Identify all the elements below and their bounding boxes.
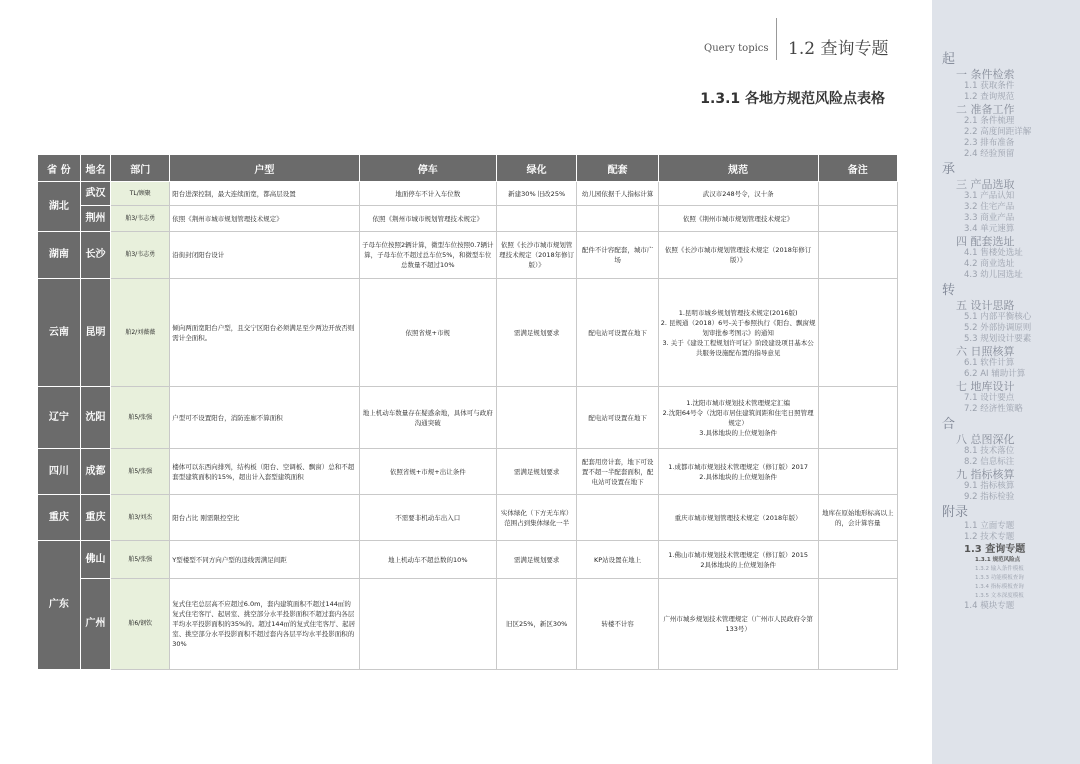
column-header: 地名 [80,155,111,182]
unit-cell: 阳台占比 刚需限控空比 [170,495,359,541]
sidebar-item[interactable]: 1.1 立面专题 [964,521,1015,531]
code-cell: 1.沈阳市城市规划技术管理规定汇编 2.沈阳64号令（沈阳市居住建筑间距和住宅日照管理规定） 3.具体地块的上位规划条件 [658,387,818,449]
note-cell [818,579,897,670]
sidebar-item[interactable]: 1.3.1 规范风险点 [975,557,1021,563]
unit-cell: 复式住宅总层高不应超过6.0m，套内建筑面积不超过144㎡的复式住宅客厅、起居室、挑空部分水平投影面积不超过套内各层平均水平投影面积的35%的。超过144㎡的复式住宅客厅、起居室、挑空部分水平投影面积不超过套内各层平均水平投影面积的30% [170,579,359,670]
green-cell [496,206,576,232]
sidebar-item[interactable]: 1.3.2 输入条件模板 [975,566,1024,572]
sidebar-item[interactable]: 3.4 单元速算 [964,224,1015,234]
sidebar-chapter[interactable]: 八 总图深化 [956,433,1015,446]
sidebar-item[interactable]: 2.4 经验预留 [964,149,1015,159]
table-row [38,279,898,387]
column-header: 户型 [170,155,359,182]
sidebar-item[interactable]: 1.4 模块专题 [964,601,1015,611]
sidebar-chapter[interactable]: 二 准备工作 [956,103,1015,116]
green-cell: 需满足规划要求 [496,449,576,495]
sidebar-section: 附录 [942,505,969,520]
facility-cell: 幼儿园依据千人指标计算 [577,182,658,206]
green-cell: 依照《长沙市城市规划管理技术规定（2018年修订版）》 [496,232,576,279]
sidebar-item[interactable]: 1.2 查询规范 [964,92,1015,102]
code-cell: 依照《荆州市城市规划管理技术规定》 [658,206,818,232]
unit-cell: 沿街封闭阳台设计 [170,232,359,279]
green-cell: 新建30% 旧改25% [496,182,576,206]
sidebar-item[interactable]: 6.2 AI 辅助计算 [964,369,1026,379]
sidebar-item[interactable]: 3.3 商业产品 [964,213,1015,223]
column-header: 规范 [658,155,818,182]
unit-cell: Y型楼型不同方向户型的违线需满足间距 [170,541,359,579]
header-divider [776,18,777,60]
unit-cell: 楼体可以东西向排列，结构板（阳台、空调板、飘窗）总和不超套型建筑面积的15%，超出计入套型建筑面积 [170,449,359,495]
sidebar-item[interactable]: 8.1 技术落位 [964,446,1015,456]
city-cell: 广州 [80,579,111,670]
province-cell: 湖北 [38,182,81,232]
unit-cell: 阳台进深控制，最大连续面宽，都高层设置 [170,182,359,206]
unit-cell: 依照《荆州市城市规划管理技术规定》 [170,206,359,232]
note-cell [818,182,897,206]
dept-cell: 舶3/韦志勇 [111,232,170,279]
header-english: Query topics [704,43,769,54]
sidebar-item[interactable]: 2.1 条件梳理 [964,116,1015,126]
sidebar-chapter[interactable]: 三 产品选取 [956,178,1015,191]
facility-cell [577,495,658,541]
sidebar-item[interactable]: 3.1 产品认知 [964,191,1015,201]
code-cell: 1.佛山市城市规划技术管理规定（修订版）2015 2具体地块的上位规划条件 [658,541,818,579]
parking-cell: 子母车位按照2辆计算，微型车位按照0.7辆计算，子母车位不超过总车位5%，和微型车位总数量不超过10% [359,232,496,279]
sidebar-section: 承 [942,162,956,177]
sidebar-section: 合 [942,417,956,432]
city-cell: 成都 [80,449,111,495]
dept-cell: 舶5/张强 [111,449,170,495]
risk-table [37,154,898,670]
note-cell [818,232,897,279]
sidebar-chapter[interactable]: 五 设计思路 [956,299,1015,312]
table-row [38,579,898,670]
green-cell: 需满足规划要求 [496,279,576,387]
sidebar-item[interactable]: 5.3 规划设计要素 [964,334,1032,344]
table-row [38,182,898,206]
province-cell: 辽宁 [38,387,81,449]
page-title: 1.3.1 各地方规范风险点表格 [700,91,885,107]
sidebar-item[interactable]: 3.2 住宅产品 [964,202,1015,212]
column-header: 停车 [359,155,496,182]
sidebar-chapter[interactable]: 六 日照核算 [956,345,1015,358]
column-header: 配套 [577,155,658,182]
table-row [38,232,898,279]
table-row [38,495,898,541]
dept-cell: 舶3/韦志勇 [111,206,170,232]
sidebar-chapter[interactable]: 一 条件检索 [956,68,1015,81]
city-cell: 佛山 [80,541,111,579]
sidebar-nav [932,0,1080,764]
sidebar-item[interactable]: 9.1 指标核算 [964,481,1015,491]
note-cell [818,541,897,579]
column-header: 备注 [818,155,897,182]
city-cell: 荆州 [80,206,111,232]
green-cell: 实体绿化（下方无车库）范围占到集体绿化一半 [496,495,576,541]
code-cell: 广州市城乡规划技术管理规定（广州市人民政府令第133号） [658,579,818,670]
code-cell: 依照《长沙市城市规划管理技术规定（2018年修订版）》 [658,232,818,279]
sidebar-item[interactable]: 4.3 幼儿园选址 [964,270,1023,280]
dept-cell: TL/顾聚 [111,182,170,206]
note-cell [818,206,897,232]
sidebar-item[interactable]: 1.3.5 文本深度模板 [975,593,1024,599]
code-cell: 1.成都市城市规划技术管理规定（修订版）2017 2.具体地块的上位规划条件 [658,449,818,495]
sidebar-item[interactable]: 1.3 查询专题 [964,544,1026,555]
code-cell: 重庆市城市规划管理技术规定（2018年版） [658,495,818,541]
sidebar-item[interactable]: 8.2 信息标注 [964,457,1015,467]
sidebar-item[interactable]: 5.2 外部协调原则 [964,323,1032,333]
green-cell: 需满足规划要求 [496,541,576,579]
table-row [38,387,898,449]
column-header: 绿化 [496,155,576,182]
sidebar-item[interactable]: 1.2 技术专题 [964,532,1015,542]
city-cell: 重庆 [80,495,111,541]
sidebar-item[interactable]: 6.1 软件计算 [964,358,1015,368]
green-cell [496,387,576,449]
table-row [38,449,898,495]
sidebar-item[interactable]: 1.1 获取条件 [964,81,1015,91]
facility-cell: KP站设置在地上 [577,541,658,579]
parking-cell: 依照省规+市规+出让条件 [359,449,496,495]
code-cell: 1.昆明市城乡规划管理技术规定(2016版) 2. 昆规通（2018）6号-关于参照执行《阳台、飘窗规划审批参考图示》的通知 3. 关于《建设工程规划许可证》阶段建设项目基本公共服务设施配布置的指导意见 [658,279,818,387]
parking-cell: 地上机动车数量存在疑惑余地，具体可与政府沟通突破 [359,387,496,449]
dept-cell: 舶5/张强 [111,541,170,579]
note-cell [818,279,897,387]
dept-cell: 舶2/刘薇薇 [111,279,170,387]
table-row [38,541,898,579]
city-cell: 昆明 [80,279,111,387]
unit-cell: 户型可不设置阳台，消防连廊不算面积 [170,387,359,449]
table-row [38,206,898,232]
column-header: 省 份 [38,155,81,182]
sidebar-chapter[interactable]: 九 指标核算 [956,468,1015,481]
unit-cell: 倾向两面宽阳台户型，且交宁区阳台必须满足至少两边开放否则需计全面积。 [170,279,359,387]
parking-cell: 依照省规+市规 [359,279,496,387]
province-cell: 广东 [38,541,81,670]
note-cell: 地库在原始地形标高以上的，会计算容量 [818,495,897,541]
header-chinese: 1.2 查询专题 [788,39,889,59]
sidebar-item[interactable]: 7.1 设计要点 [964,393,1015,403]
column-header: 部门 [111,155,170,182]
province-cell: 四川 [38,449,81,495]
facility-cell: 配件不计容配套，城市广场 [577,232,658,279]
city-cell: 武汉 [80,182,111,206]
parking-cell: 地上机动车不超总数的10% [359,541,496,579]
sidebar-item[interactable]: 4.2 商业选址 [964,259,1015,269]
parking-cell: 不需要非机动车出入口 [359,495,496,541]
province-cell: 云南 [38,279,81,387]
dept-cell: 舶5/张强 [111,387,170,449]
province-cell: 湖南 [38,232,81,279]
sidebar-item[interactable]: 9.2 指标检验 [964,492,1015,502]
table-body [38,182,898,670]
province-cell: 重庆 [38,495,81,541]
city-cell: 长沙 [80,232,111,279]
sidebar-item[interactable]: 2.3 排布准备 [964,138,1015,148]
page-header [700,18,900,58]
facility-cell [577,206,658,232]
table-header-row [38,155,898,182]
sidebar-item[interactable]: 4.1 售楼处选址 [964,248,1023,258]
sidebar-chapter[interactable]: 七 地库设计 [956,380,1015,393]
parking-cell [359,579,496,670]
sidebar-item[interactable]: 7.2 经济性策略 [964,404,1023,414]
code-cell: 武汉市248号令，汉十条 [658,182,818,206]
sidebar-section: 转 [942,283,956,298]
city-cell: 沈阳 [80,387,111,449]
sidebar-chapter[interactable]: 四 配套选址 [956,235,1015,248]
parking-cell: 依照《荆州市城市规划管理技术规定》 [359,206,496,232]
facility-cell: 配电站可设置在地下 [577,387,658,449]
sidebar-item[interactable]: 1.3.3 功能模板查询 [975,575,1024,581]
facility-cell: 转楼不计容 [577,579,658,670]
facility-cell: 配电站可设置在地下 [577,279,658,387]
green-cell: 旧区25%，新区30% [496,579,576,670]
sidebar-item[interactable]: 1.3.4 指标模板查询 [975,584,1024,590]
dept-cell: 舶6/钢钦 [111,579,170,670]
note-cell [818,387,897,449]
parking-cell: 地面停车不计入车位数 [359,182,496,206]
sidebar-item[interactable]: 2.2 高度间距详解 [964,127,1032,137]
note-cell [818,449,897,495]
sidebar-section: 起 [942,52,956,67]
dept-cell: 舶3/刘杰 [111,495,170,541]
facility-cell: 配套用房计套，地下可设置不超一半配套面积，配电站可设置在地下 [577,449,658,495]
sidebar-item[interactable]: 5.1 内部平衡核心 [964,312,1032,322]
